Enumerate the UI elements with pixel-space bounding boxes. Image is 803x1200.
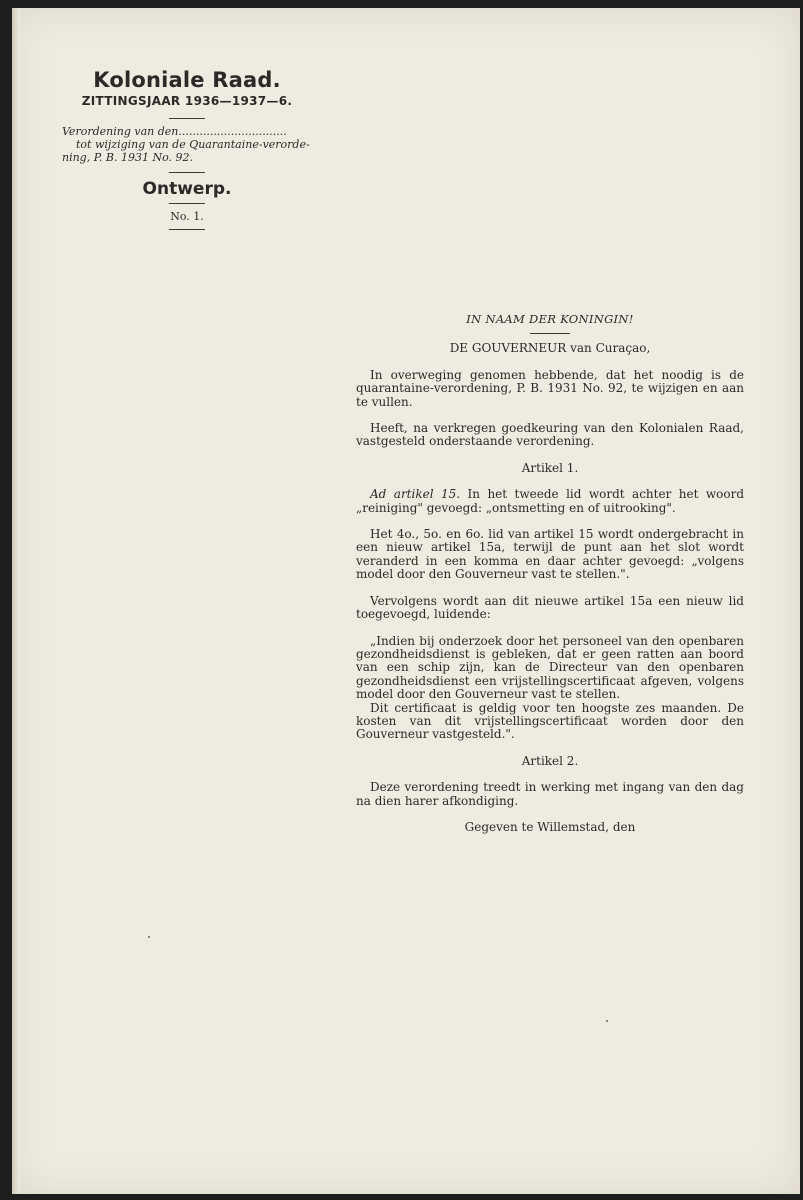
whereas-paragraph: In overweging genomen hebbende, dat het noodig is de quarantaine-verordening, P. B. 1931 No. 92, te wijzigen en aan te vullen. — [356, 367, 744, 409]
divider-rule — [169, 172, 205, 173]
page-spine-shadow — [12, 8, 20, 1194]
article-2-heading: Artikel 2. — [521, 753, 579, 768]
description-line: Verordening van den............................... — [62, 125, 287, 138]
governor-line: DE GOUVERNEUR van Curaçao, — [449, 341, 651, 356]
description-line: ning, P. B. 1931 No. 92. — [62, 151, 193, 164]
session-year: ZITTINGSJAAR 1936—1937—6. — [81, 94, 293, 108]
article-1-paragraph-3: Vervolgens wordt aan dit nieuwe artikel 15a een nieuw lid toegevoegd, luidende: — [356, 593, 744, 622]
article-2-paragraph: Deze verordening treedt in werking met ingang van den dag na dien harer afkondiging. — [356, 780, 744, 808]
article-1-paragraph-2: Het 4o., 5o. en 6o. lid van artikel 15 wordt ondergebracht in een nieuw artikel 15a, terwijl de punt aan het slot wordt veranderd in een komma en daar achter gevoegd: „volgens model door den Gouverneur vast te stellen.". — [356, 527, 744, 582]
paper-speck — [148, 936, 150, 938]
divider-rule — [169, 203, 205, 204]
article-1-paragraph-1 — [356, 488, 744, 515]
masthead — [52, 68, 322, 230]
council-title: Koloniale Raad. — [93, 68, 281, 92]
ordinance-description — [62, 125, 324, 164]
ordinance-body — [356, 313, 744, 834]
divider-rule — [169, 229, 205, 230]
document-number: No. 1. — [170, 210, 204, 223]
article-1-text: In het tweede lid wordt achter het woord „reiniging" gevoegd: „ontsmetting en of uitrooking". — [356, 487, 744, 515]
article-1-quote: „Indien bij onderzoek door het personeel van den openbaren gezondheidsdienst is gebleken, dat er geen ratten aan boord van een schip zijn, kan de Directeur van den openbaren gezondheidsdienst een vrijstellingscertificaat afgeven, volgens model door den Gouverneur vast te stellen. — [356, 633, 744, 702]
article-reference: Ad artikel 15. — [370, 487, 461, 502]
royal-preamble: IN NAAM DER KONINGIN! — [466, 312, 634, 326]
article-1-quote-continued: Dit certificaat is geldig voor ten hoogste zes maanden. De kosten van dit vrijstellingscertificaat worden door den Gouverneur vastgesteld.". — [356, 700, 744, 742]
paper-speck — [606, 1020, 608, 1022]
approval-paragraph: Heeft, na verkregen goedkeuring van den Kolonialen Raad, vastgesteld onderstaande verordening. — [356, 421, 744, 449]
given-at-line: Gegeven te Willemstad, den — [464, 819, 636, 834]
draft-label: Ontwerp. — [142, 179, 232, 199]
divider-rule — [530, 333, 570, 334]
divider-rule — [169, 118, 205, 119]
article-1-heading: Artikel 1. — [521, 460, 579, 475]
document-page — [12, 8, 800, 1194]
description-line: tot wijziging van de Quarantaine-verorde- — [76, 138, 310, 151]
